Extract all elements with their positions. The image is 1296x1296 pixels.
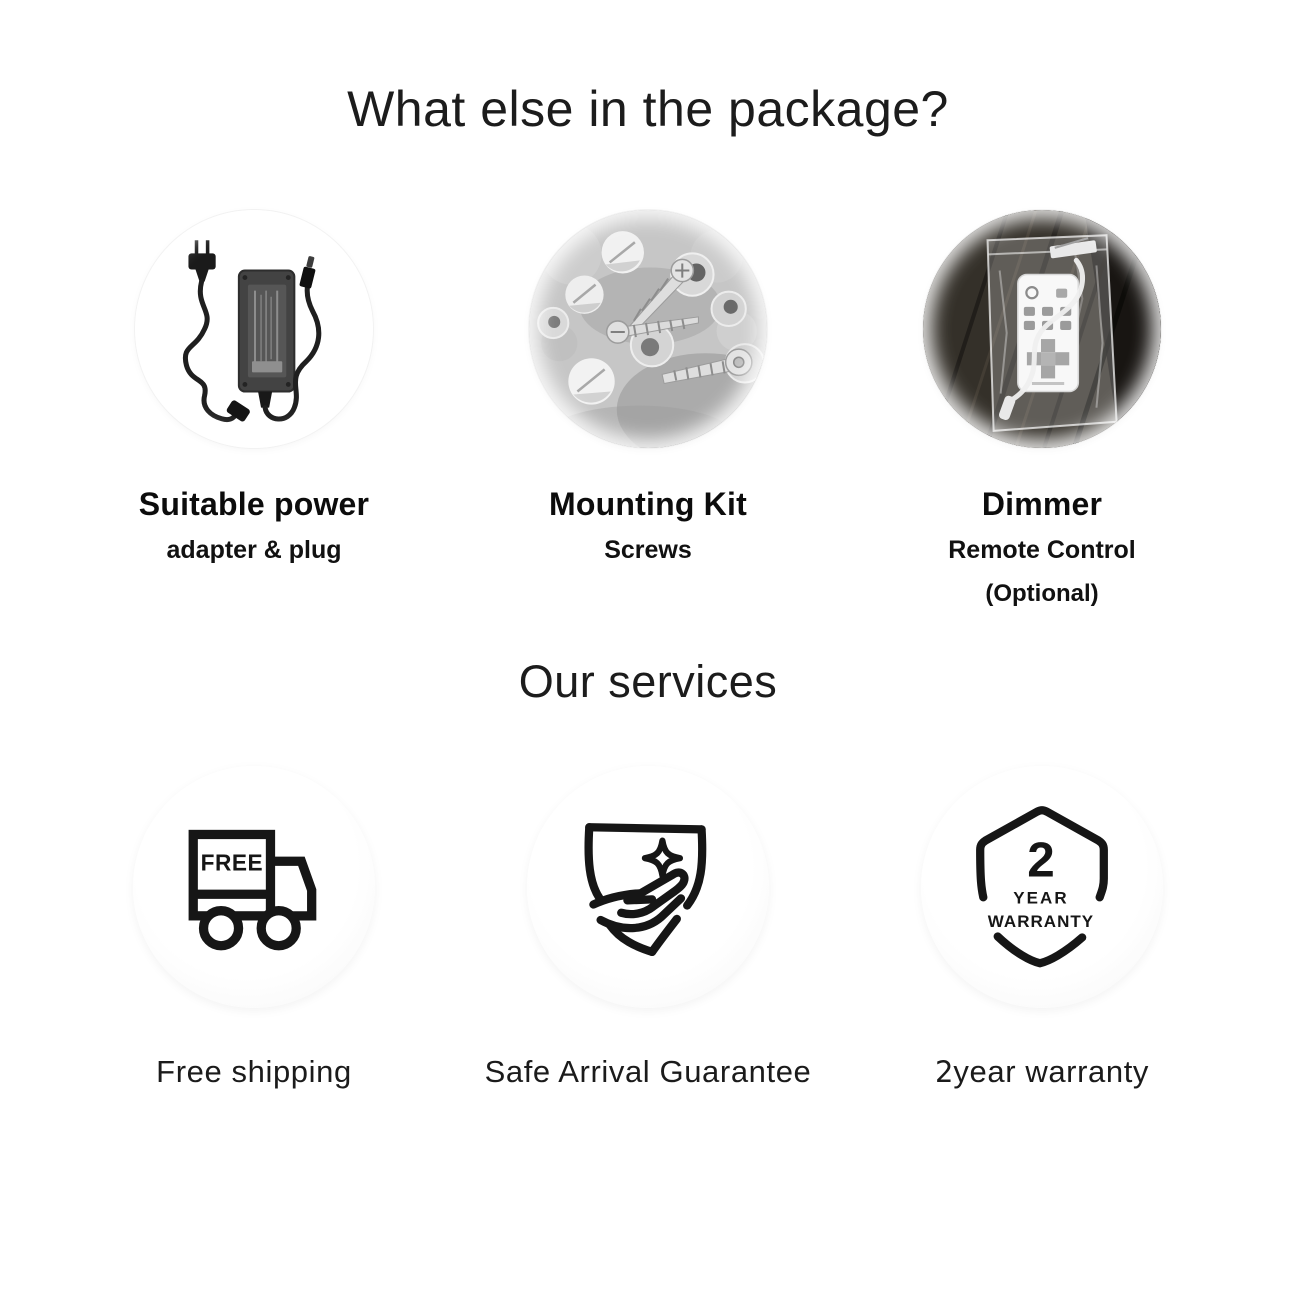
warranty-shield-icon — [939, 784, 1145, 990]
warranty-badge — [921, 766, 1163, 1008]
services-items-row — [0, 766, 1296, 1090]
power-adapter-photo — [135, 210, 373, 448]
package-item-title: Mounting Kit — [549, 486, 747, 522]
package-item-subtitle: Remote Control — [948, 536, 1136, 564]
package-item-subtitle: adapter & plug — [166, 536, 342, 564]
service-label: Safe Arrival Guarantee — [484, 1054, 812, 1089]
service-item-free-shipping — [82, 766, 426, 1090]
safe-arrival-badge — [527, 766, 769, 1008]
white-cap-cover — [602, 231, 644, 273]
free-shipping-badge — [133, 766, 375, 1008]
package-item-title: Suitable power — [138, 486, 370, 522]
warranty-word-year: YEAR — [1013, 888, 1069, 908]
package-item-title: Dimmer — [981, 486, 1103, 522]
dimmer-remote-photo — [923, 210, 1161, 448]
dimmer-remote-illustration — [923, 210, 1161, 448]
mounting-screws-illustration — [529, 210, 767, 448]
free-label-on-truck: FREE — [200, 849, 264, 876]
service-item-safe-arrival — [476, 766, 820, 1090]
package-item-note: (Optional) — [985, 580, 1099, 607]
service-label: Free shipping — [156, 1054, 352, 1089]
warranty-label-number: 2 — [934, 1055, 954, 1089]
service-item-warranty — [870, 766, 1214, 1090]
package-item-dimmer — [870, 210, 1214, 608]
power-adapter-illustration — [135, 210, 373, 448]
package-items-row — [0, 210, 1296, 608]
warranty-label-text: year warranty — [953, 1054, 1150, 1089]
package-item-mounting-kit — [476, 210, 820, 608]
package-section-title: What else in the package? — [347, 81, 949, 137]
services-section-title: Our services — [518, 656, 778, 707]
mounting-screws-photo — [529, 210, 767, 448]
service-label — [935, 1054, 1149, 1090]
open-hand-icon — [593, 873, 684, 929]
free-shipping-truck-icon — [151, 784, 357, 990]
package-item-power-adapter — [82, 210, 426, 608]
warranty-word-warranty: WARRANTY — [987, 912, 1095, 932]
warranty-years-number: 2 — [1027, 832, 1055, 888]
package-item-subtitle: Screws — [604, 536, 692, 564]
safe-arrival-shield-icon — [545, 784, 751, 990]
